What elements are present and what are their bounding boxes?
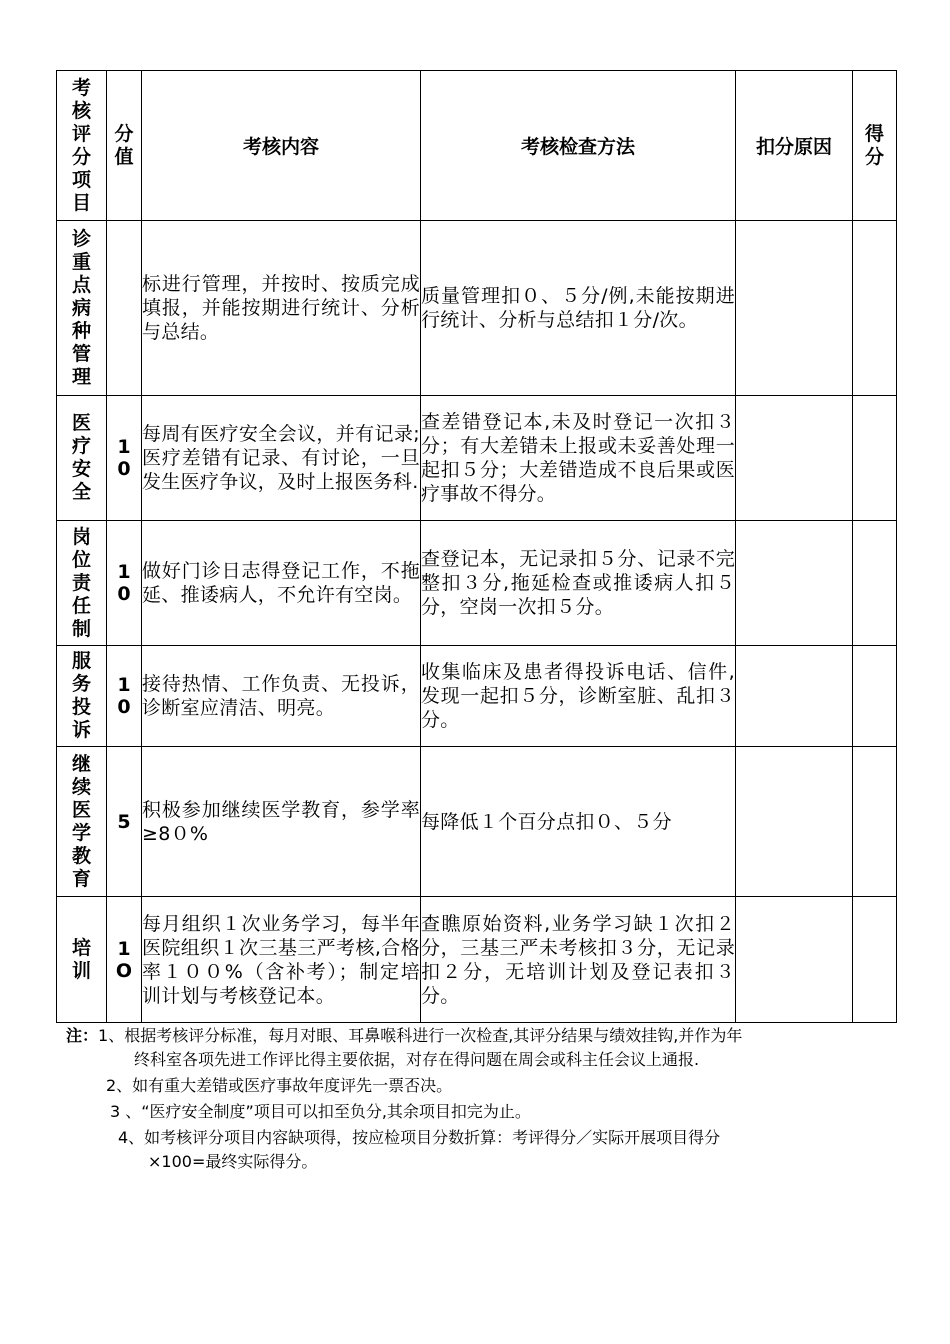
row-score	[107, 221, 142, 396]
row-content: 每周有医疗安全会议，并有记录;医疗差错有记录、有讨论，一旦发生医疗争议，及时上报医务科.	[142, 396, 421, 521]
table-row	[57, 747, 897, 897]
header-reason: 扣分原因	[736, 71, 853, 221]
row-score: 1 0	[107, 521, 142, 646]
assessment-table	[56, 70, 897, 1023]
row-content: 每月组织１次业务学习，每半年医院组织１次三基三严考核,合格率１００%（含补考）；制定培训计划与考核登记本。	[142, 897, 421, 1023]
row-score: 5	[107, 747, 142, 897]
header-got: 得 分	[853, 71, 897, 221]
note-4-cont: ×100=最终实际得分。	[148, 1152, 318, 1171]
row-got	[853, 521, 897, 646]
row-item: 培 训	[57, 897, 107, 1023]
row-item: 医 疗 安 全	[57, 396, 107, 521]
row-item: 岗 位 责 任 制	[57, 521, 107, 646]
table-row	[57, 396, 897, 521]
header-score: 分 值	[107, 71, 142, 221]
row-got	[853, 747, 897, 897]
row-score: 1 0	[107, 396, 142, 521]
notes-label: 注：	[66, 1026, 99, 1045]
row-reason	[736, 747, 853, 897]
note-1: 注：1、根据考核评分标准，每月对眼、耳鼻喉科进行一次检查,其评分结果与绩效挂钩,并作为年	[66, 1026, 743, 1045]
row-method: 查瞧原始资料,业务学习缺１次扣２分，三基三严未考核扣３分，无记录扣２分，无培训计划及登记表扣３分。	[421, 897, 736, 1023]
row-got	[853, 646, 897, 747]
row-content: 积极参加继续医学教育，参学率≥8０%	[142, 747, 421, 897]
row-content: 做好门诊日志得登记工作，不拖延、推诿病人，不允许有空岗。	[142, 521, 421, 646]
row-item: 服 务 投 诉	[57, 646, 107, 747]
row-method: 质量管理扣０、５分/例,未能按期进行统计、分析与总结扣１分/次。	[421, 221, 736, 396]
row-reason	[736, 221, 853, 396]
row-score: 1 O	[107, 897, 142, 1023]
table-row	[57, 897, 897, 1023]
row-reason	[736, 521, 853, 646]
row-item: 诊 重 点 病 种 管 理	[57, 221, 107, 396]
table-row	[57, 221, 897, 396]
table-row	[57, 521, 897, 646]
table-row	[57, 646, 897, 747]
note-2: 2、如有重大差错或医疗事故年度评先一票否决。	[106, 1076, 453, 1095]
row-reason	[736, 396, 853, 521]
row-got	[853, 897, 897, 1023]
row-method: 收集临床及患者得投诉电话、信件,发现一起扣５分，诊断室脏、乱扣３分。	[421, 646, 736, 747]
row-method: 每降低１个百分点扣０、５分	[421, 747, 736, 897]
note-3: 3 、“医疗安全制度”项目可以扣至负分,其余项目扣完为止。	[110, 1102, 531, 1121]
header-item: 考 核 评 分 项 目	[57, 71, 107, 221]
header-row	[57, 71, 897, 221]
header-method: 考核检查方法	[421, 71, 736, 221]
note-4: 4、如考核评分项目内容缺项得，按应检项目分数折算：考评得分／实际开展项目得分	[118, 1128, 721, 1147]
row-method: 查登记本，无记录扣５分、记录不完整扣３分,拖延检查或推诿病人扣５分，空岗一次扣５分。	[421, 521, 736, 646]
row-score: 1 0	[107, 646, 142, 747]
row-got	[853, 221, 897, 396]
header-content: 考核内容	[142, 71, 421, 221]
row-got	[853, 396, 897, 521]
row-method: 查差错登记本,未及时登记一次扣３分；有大差错未上报或未妥善处理一起扣５分；大差错造成不良后果或医疗事故不得分。	[421, 396, 736, 521]
row-item: 继 续 医 学 教 育	[57, 747, 107, 897]
notes-section	[66, 1024, 896, 1174]
note-1-cont: 终科室各项先进工作评比得主要依据，对存在得问题在周会或科主任会议上通报.	[134, 1050, 700, 1069]
row-reason	[736, 646, 853, 747]
row-content: 接待热情、工作负责、无投诉，诊断室应清洁、明亮。	[142, 646, 421, 747]
row-content: 标进行管理，并按时、按质完成填报，并能按期进行统计、分析与总结。	[142, 221, 421, 396]
row-reason	[736, 897, 853, 1023]
